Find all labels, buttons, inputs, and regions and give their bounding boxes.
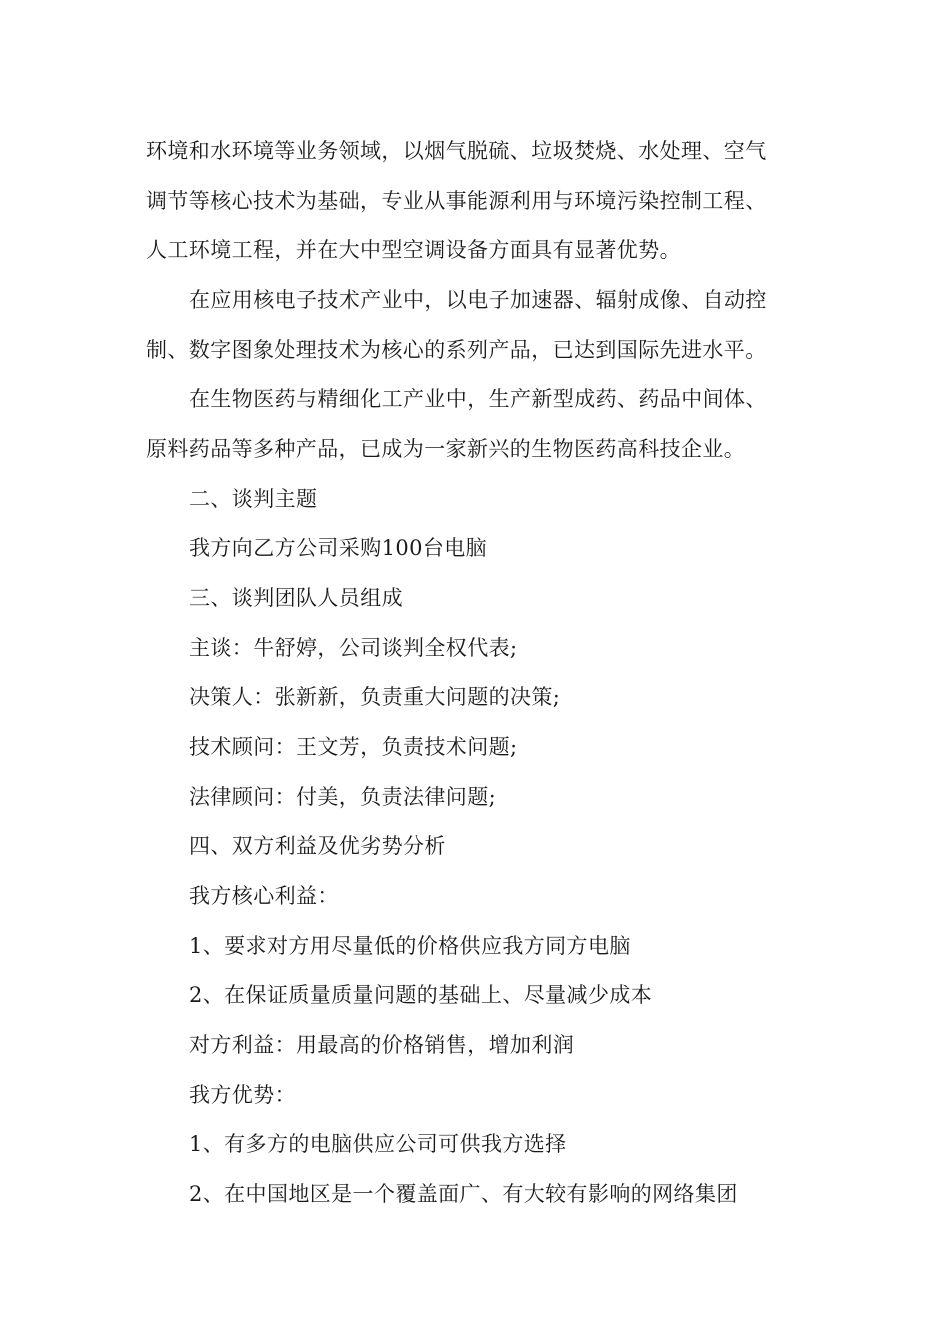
body-text-line: 环境和水环境等业务领域，以烟气脱硫、垃圾焚烧、水处理、空气	[146, 139, 767, 163]
body-text-line: 对方利益：用最高的价格销售，增加利润	[189, 1033, 575, 1057]
team-member-line: 主谈：牛舒婷，公司谈判全权代表;	[189, 636, 518, 660]
team-member-line: 法律顾问：付美，负责法律问题;	[189, 785, 497, 809]
team-member-line: 决策人：张新新，负责重大问题的决策;	[189, 685, 561, 709]
body-text-line: 人工环境工程，并在大中型空调设备方面具有显著优势。	[146, 238, 681, 262]
section-heading: 二、谈判主题	[189, 487, 318, 511]
section-heading: 四、双方利益及优劣势分析	[189, 834, 446, 858]
paragraph-start-line: 在应用核电子技术产业中，以电子加速器、辐射成像、自动控	[189, 288, 767, 312]
body-text-line: 原料药品等多种产品，已成为一家新兴的生物医药高科技企业。	[146, 437, 746, 461]
subheading-line: 我方核心利益：	[189, 884, 339, 908]
subheading-line: 我方优势：	[189, 1083, 296, 1107]
list-item: 1、有多方的电脑供应公司可供我方选择	[189, 1132, 567, 1156]
list-item: 2、在保证质量质量问题的基础上、尽量减少成本	[189, 983, 653, 1007]
paragraph-start-line: 在生物医药与精细化工产业中，生产新型成药、药品中间体、	[189, 387, 767, 411]
body-text-line: 我方向乙方公司采购100台电脑	[189, 536, 488, 560]
team-member-line: 技术顾问：王文芳，负责技术问题;	[189, 735, 518, 759]
list-item: 2、在中国地区是一个覆盖面广、有大较有影响的网络集团	[189, 1182, 738, 1206]
section-heading: 三、谈判团队人员组成	[189, 586, 403, 610]
body-text-line: 制、数字图象处理技术为核心的系列产品，已达到国际先进水平。	[146, 338, 767, 362]
body-text-line: 调节等核心技术为基础，专业从事能源利用与环境污染控制工程、	[146, 189, 767, 213]
list-item: 1、要求对方用尽量低的价格供应我方同方电脑	[189, 934, 631, 958]
